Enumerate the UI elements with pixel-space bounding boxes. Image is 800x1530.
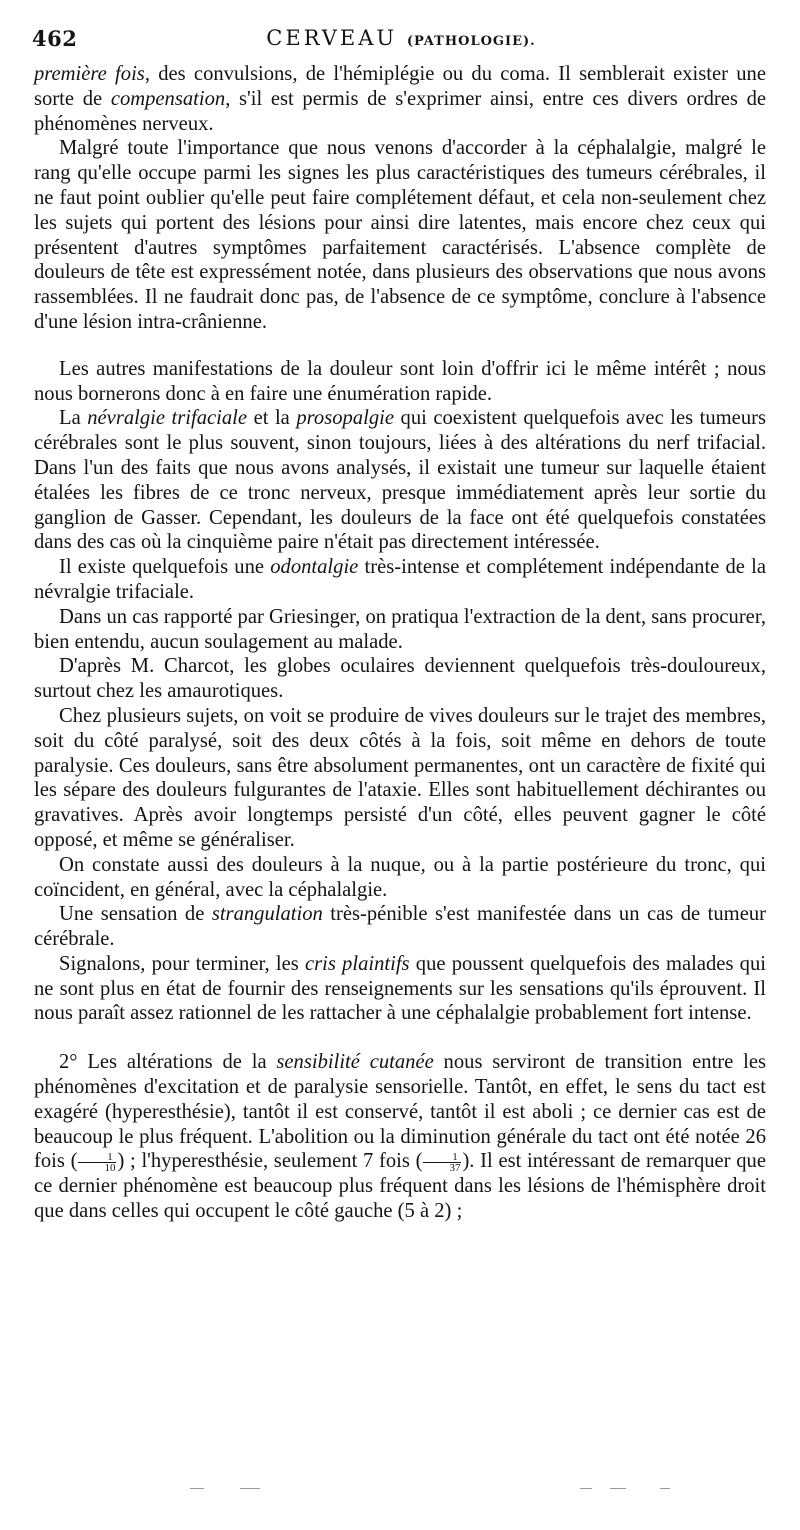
paragraph [34, 357, 766, 407]
body-text [34, 62, 766, 1224]
paragraph [34, 605, 766, 655]
fraction [423, 1152, 461, 1173]
text-run: et la [247, 407, 297, 430]
text-run: Dans un cas rapporté par Griesinger, on pratiqua l'extraction de la dent, sans procurer, bien entendu, aucun soulagement au malade. [34, 605, 766, 653]
text-run: Malgré toute l'importance que nous venons d'accorder à la céphalalgie, malgré le rang qu'elle occupe parmi les signes les plus caractéristiques des tumeurs cérébrales, il ne faut point oublier qu'elle peut faire complétement défaut, et cela non-seulement chez les sujets qui portent des lésions pour ainsi dire latentes, mais encore chez ceux qui présentent d'autres symptômes parfaitement caractérisés. L'absence complète de douleurs de tête est expressément notée, dans plusieurs des observations que nous avons rassemblées. Il ne faudrait donc pas, de l'absence de ce symptôme, conclure à l'absence d'une lésion intra-crânienne. [34, 137, 766, 333]
running-title: CERVEAU [266, 26, 398, 50]
paragraph [34, 406, 766, 555]
text-run: La [59, 407, 88, 430]
page-number: 462 [32, 26, 78, 51]
text-run: Signalons, pour terminer, les [59, 952, 305, 975]
italic-term: prosopalgie [296, 407, 394, 430]
text-run: On constate aussi des douleurs à la nuque, ou à la partie postérieure du tronc, qui coïncident, en général, avec la céphalalgie. [34, 853, 766, 901]
fraction [78, 1152, 116, 1173]
page-header [32, 26, 770, 56]
text-run: Chez plusieurs sujets, on voit se produire de vives douleurs sur le trajet des membres, soit du côté paralysé, soit des deux côtés à la fois, soit même en dehors de toute paralysie. Ces douleurs, sans être absolument permanentes, ont un caractère de fixité qui les sépare des douleurs fulgurantes de l'ataxie. Elles sont habituellement déchirantes ou gravatives. Après avoir longtemps persisté d'un côté, elles peuvent gagner le côté opposé, et même se généraliser. [34, 704, 766, 851]
paragraph [34, 654, 766, 704]
printer-mark [580, 1488, 592, 1489]
text-run: Il existe quelquefois une [59, 556, 271, 579]
italic-term: odontalgie [270, 556, 359, 579]
printer-mark [660, 1488, 670, 1489]
paragraph [34, 952, 766, 1026]
fraction-denominator: 37 [449, 1162, 461, 1175]
paragraph [34, 136, 766, 334]
text-run: Les autres manifestations de la douleur sont loin d'offrir ici le même intérêt ; nous nous bornerons donc à en faire une énumération rapide. [34, 357, 766, 405]
text-run: très-intense et complétement indépendante de la névralgie trifaciale. [34, 556, 767, 603]
printer-mark [190, 1488, 204, 1489]
text-run: D'après M. Charcot, les globes oculaires deviennent quelquefois très-douloureux, surtout chez les amaurotiques. [34, 655, 766, 703]
text-run: nous serviront de transition entre les phénomènes d'excitation et de paralysie sensorielle. Tantôt, en effet, le sens du tact est exagéré (hyperesthésie), tantôt il est conservé, tantôt il est aboli ; ce dernier cas est de beaucoup le plus fréquent. L'abolition ou la diminution générale du tact ont été notée 26 fois ( [34, 1051, 766, 1173]
italic-term: strangulation [211, 903, 323, 926]
text-run: ) ; l'hyperesthésie, seulement 7 fois ( [117, 1150, 423, 1173]
running-head [32, 26, 770, 50]
text-run: ). Il est intéressant de remarquer que ce dernier phénomène est beaucoup plus fréquent dans les lésions de l'hémisphère droit que dans celles qui occupent le côté gauche (5 à 2) ; [34, 1150, 766, 1223]
fraction-denominator: 10 [104, 1162, 116, 1175]
text-run: , des convulsions, de l'hémiplégie ou du coma. Il semblerait exister une sorte de [34, 63, 766, 110]
paragraph [34, 902, 766, 952]
text-run: très-pénible s'est manifestée dans un cas de tumeur cérébrale. [34, 903, 766, 951]
italic-term: sensibilité cutanée [276, 1051, 434, 1074]
paragraph [34, 704, 766, 853]
paragraph [34, 1050, 766, 1224]
text-run: qui coexistent quelquefois avec les tumeurs cérébrales sont le plus souvent, sinon toujours, liées à des altérations du nerf trifacial. Dans l'un des faits que nous avons analysés, il existait une tumeur sur laquelle étaient étalées les fibres de ce tronc nerveux, presque immédiatement après leur sortie du ganglion de Gasser. Cependant, les douleurs de la face ont été quelquefois constatées dans des cas où la cinquième paire n'était pas directement intéressée. [34, 407, 766, 554]
printer-mark [610, 1488, 626, 1489]
text-run: Une sensation de [59, 903, 212, 926]
fraction-numerator: 1 [423, 1152, 461, 1163]
page-bottom-marks [180, 1488, 680, 1498]
running-subtitle: (PATHOLOGIE). [406, 34, 536, 49]
text-run: que poussent quelquefois des malades qui ne sont plus en état de fournir des renseignements sur les sensations qu'ils éprouvent. Il nous paraît assez rationnel de les rattacher à une céphalalgie probablement fort intense. [34, 952, 766, 1025]
paragraph [34, 853, 766, 903]
italic-term: cris plaintifs [304, 952, 410, 975]
paragraph [34, 62, 766, 136]
text-run: 2° Les altérations de la [59, 1051, 277, 1074]
printer-mark [240, 1488, 260, 1489]
italic-term: première fois [34, 63, 145, 85]
fraction-numerator: 1 [78, 1152, 116, 1163]
italic-term: névralgie trifaciale [87, 407, 248, 430]
text-run: , s'il est permis de s'exprimer ainsi, entre ces divers ordres de phénomènes nerveux. [34, 87, 767, 135]
paragraph [34, 555, 766, 605]
italic-term: compensation [110, 87, 226, 110]
